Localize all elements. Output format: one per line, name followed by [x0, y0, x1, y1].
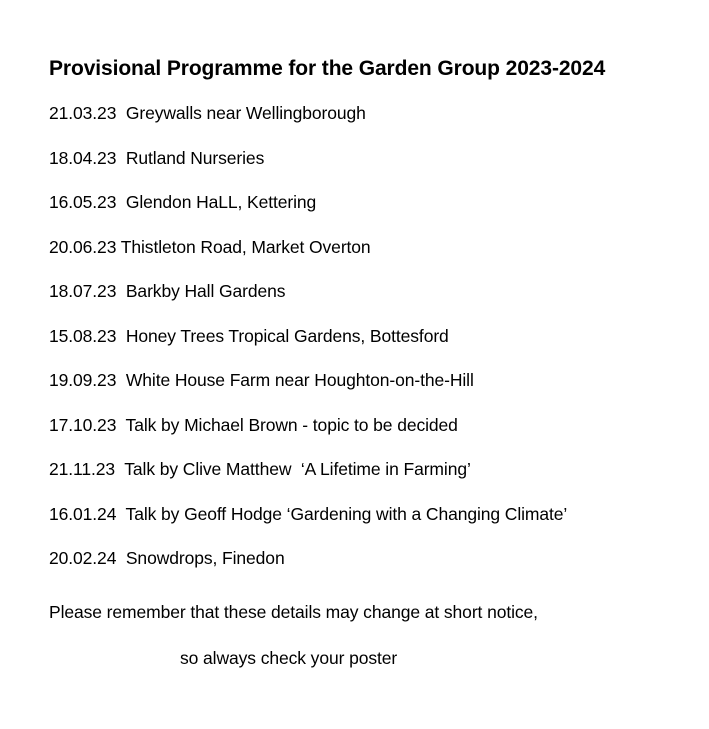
page-title: Provisional Programme for the Garden Group 2023-2024: [49, 57, 606, 80]
entry-date: 21.11.23: [49, 459, 116, 479]
entry-date: 15.08.23: [49, 325, 117, 346]
entry-date: 20.02.24: [49, 548, 117, 568]
entry-description: Talk by Clive Matthew ‘A Lifetime in Farming’: [124, 459, 471, 479]
programme-list: [49, 100, 567, 590]
entry-date: 21.03.23: [49, 103, 117, 123]
list-item: [49, 278, 567, 323]
list-item: [49, 234, 567, 279]
entry-date: 18.04.23: [49, 147, 117, 168]
entry-description: Talk by Michael Brown - topic to be decided: [125, 414, 458, 435]
entry-date: 20.06.23: [49, 236, 117, 257]
notice-line-1: Please remember that these details may change at short notice,: [49, 602, 538, 622]
entry-description: Snowdrops, Finedon: [125, 548, 285, 568]
list-item: [49, 145, 567, 190]
entry-description: Talk by Geoff Hodge ‘Gardening with a Changing Climate’: [125, 503, 568, 524]
entry-date: 16.01.24: [49, 503, 117, 524]
entry-description: White House Farm near Houghton-on-the-Hill: [125, 370, 474, 390]
entry-description: Barkby Hall Gardens: [125, 281, 286, 301]
entry-date: 16.05.23: [49, 192, 117, 212]
entry-date: 18.07.23: [49, 281, 117, 301]
list-item: [49, 323, 567, 368]
notice-line-2: so always check your poster: [180, 648, 398, 668]
list-item: [49, 456, 567, 501]
entry-description: Rutland Nurseries: [125, 147, 265, 168]
entry-description: Glendon HaLL, Kettering: [125, 192, 317, 212]
list-item: [49, 189, 567, 234]
entry-description: Greywalls near Wellingborough: [125, 103, 366, 123]
list-item: [49, 100, 567, 145]
entry-date: 19.09.23: [49, 370, 117, 390]
entry-date: 17.10.23: [49, 414, 117, 435]
list-item: [49, 412, 567, 457]
entry-description: Thistleton Road, Market Overton: [120, 236, 371, 257]
list-item: [49, 501, 567, 546]
entry-description: Honey Trees Tropical Gardens, Bottesford: [125, 325, 449, 346]
list-item: [49, 545, 567, 590]
list-item: [49, 367, 567, 412]
